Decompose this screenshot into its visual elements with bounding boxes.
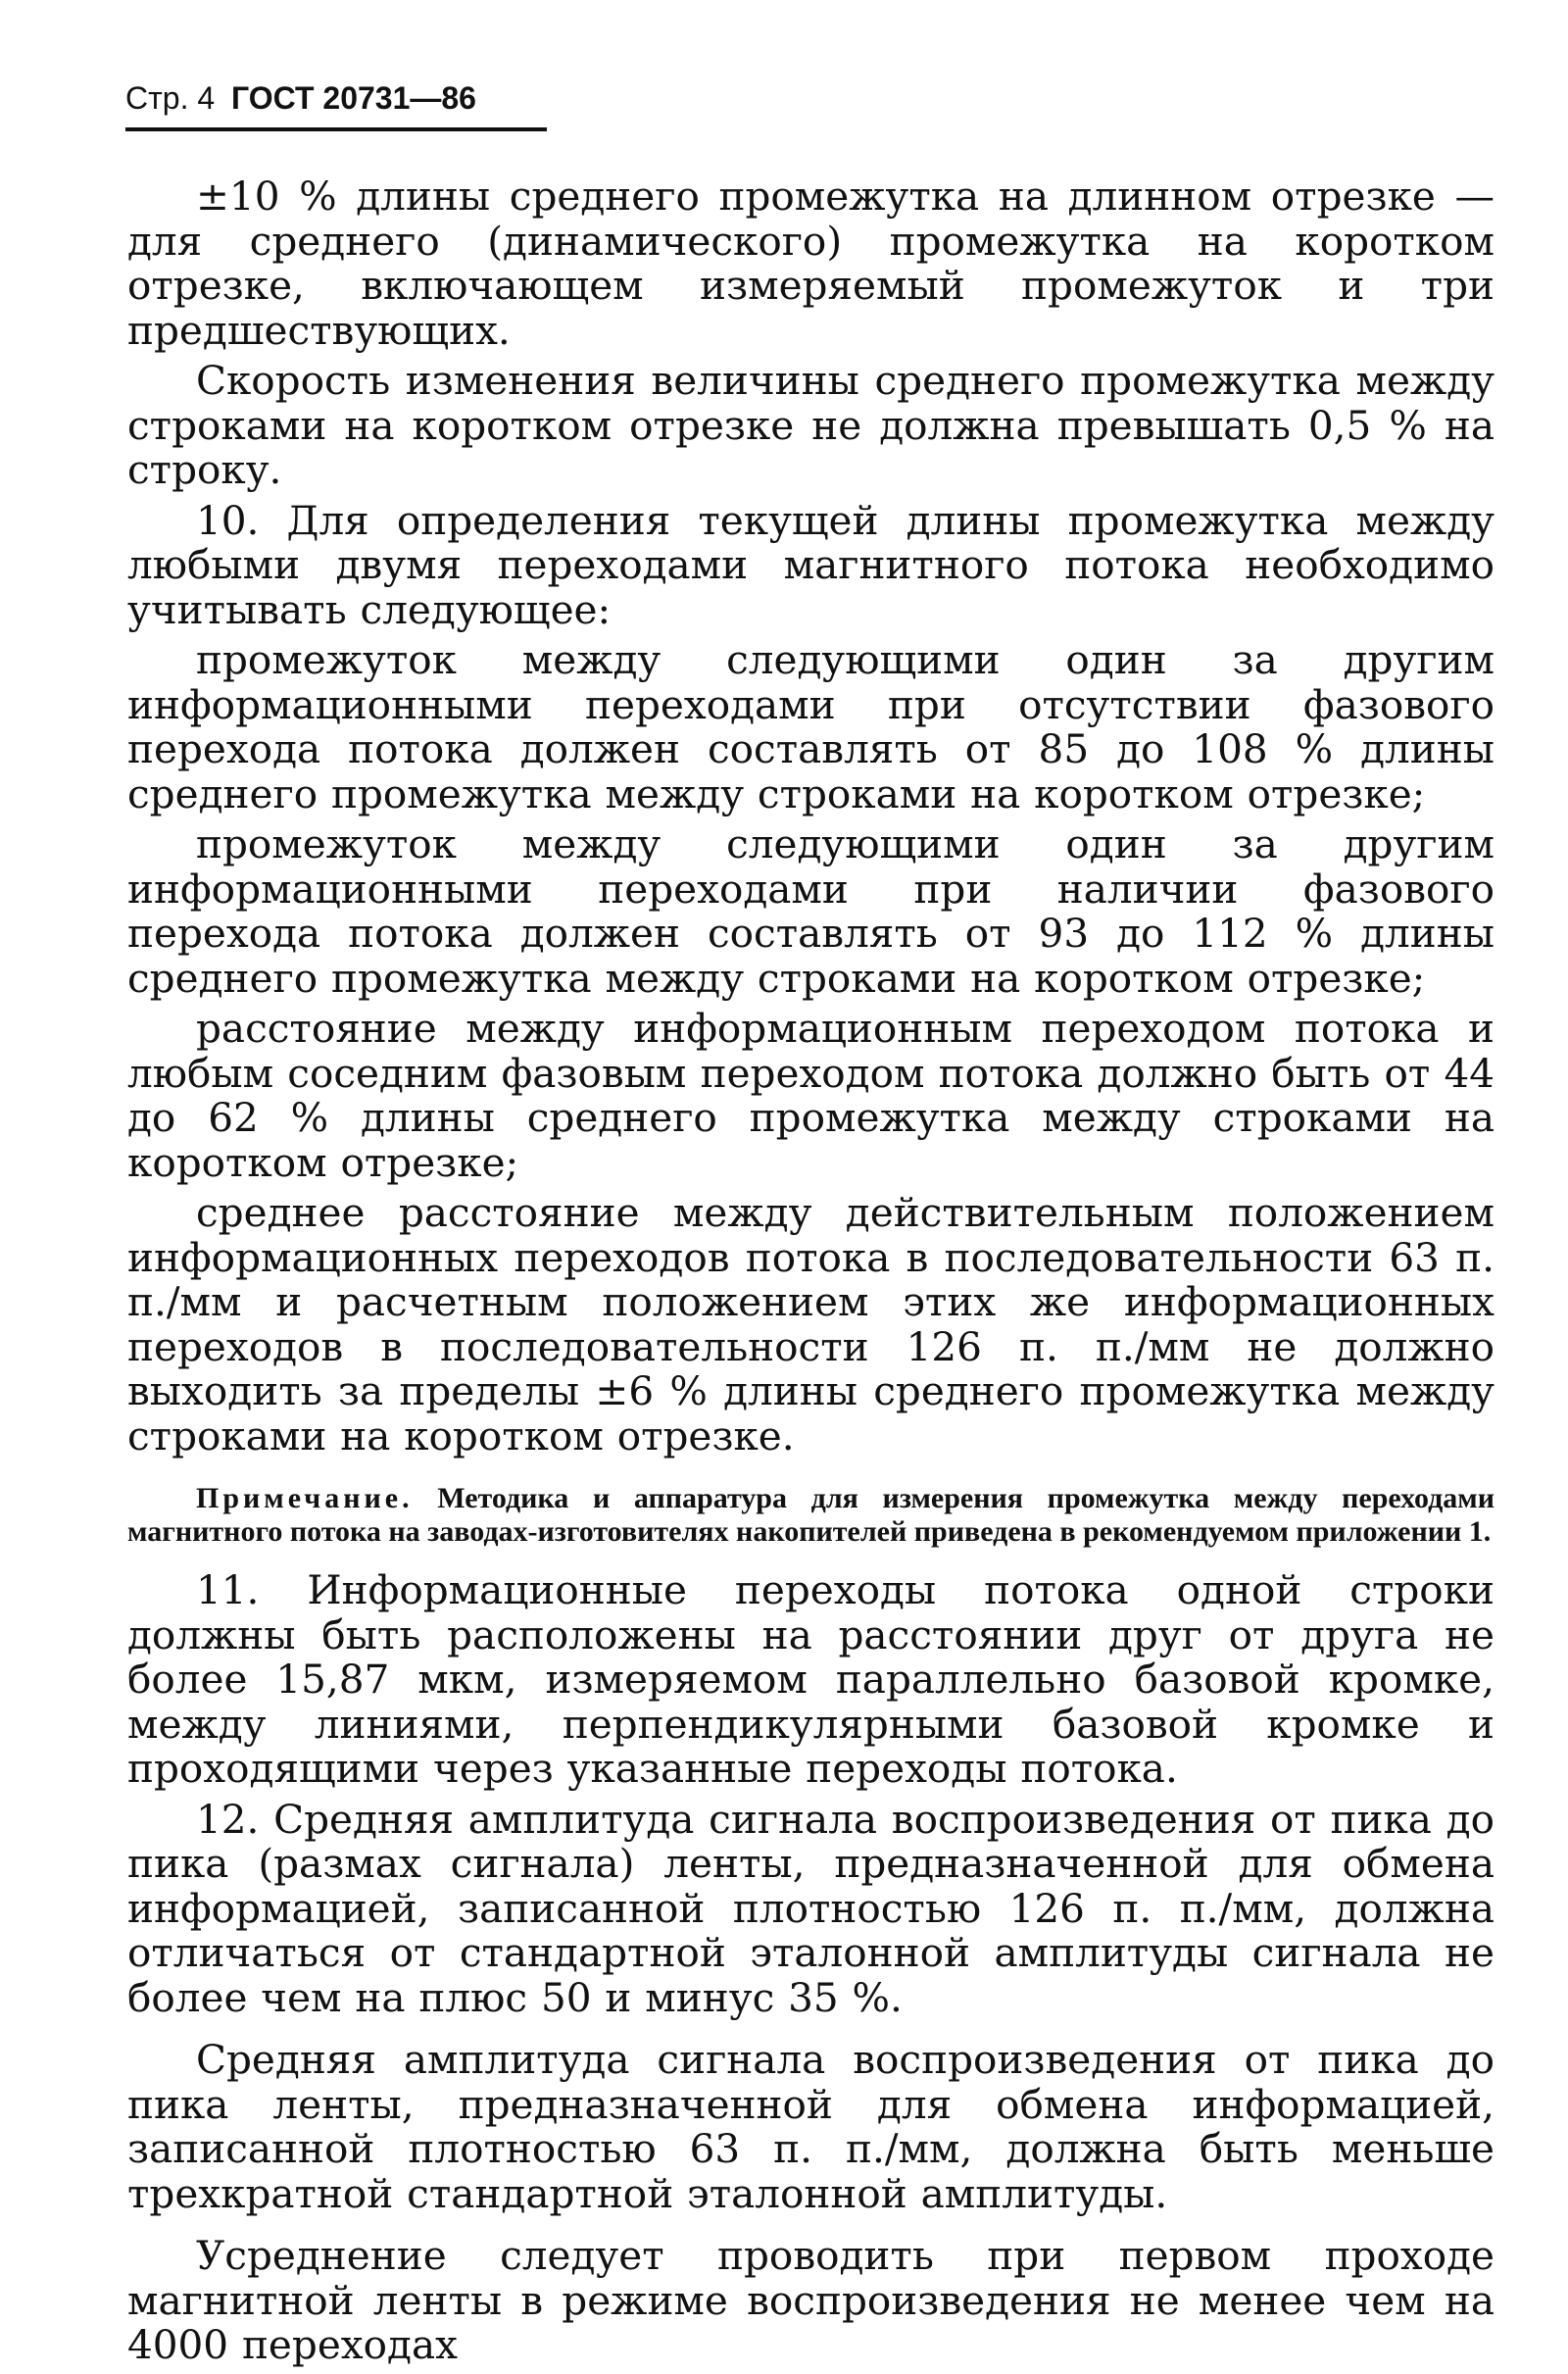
standard-number: ГОСТ 20731—86 (231, 80, 476, 116)
paragraph: промежуток между следующими один за другим информационными переходами при наличии фазового перехода потока должен составлять от 93 до 112 % длины среднего промежутка между строками на коротком отрезке; (127, 820, 1494, 1002)
paragraph-item-11: 11. Информационные переходы потока одной строки должны быть расположены на расстоянии друг от друга не более 15,87 мкм, измеряемом параллельно базовой кромке, между линиями, перпендикулярными базовой кромке и проходящими через указанные переходы потока. (127, 1566, 1494, 1792)
paragraph: Усреднение следует проводить при первом проходе магнитной ленты в режиме воспроизведения не менее чем на 4000 переходах (127, 2232, 1494, 2368)
paragraph: промежуток между следующими один за другим информационными переходами при отсутствии фазового перехода потока должен составлять от 85 до 108 % длины среднего промежутка между строками на коротком отрезке; (127, 636, 1494, 817)
paragraph-item-10: 10. Для определения текущей длины промежутка между любыми двумя переходами магнитного потока необходимо учитывать следующее: (127, 496, 1494, 633)
paragraph: Средняя амплитуда сигнала воспроизведения от пика до пика ленты, предназначенной для обмена информацией, записанной плотностью 63 п. п./мм, должна быть меньше трехкратной стандартной эталонной амплитуды. (127, 2036, 1494, 2217)
page-header (125, 69, 547, 127)
document-body (127, 174, 1494, 2374)
note (127, 1482, 1494, 1549)
paragraph: Скорость изменения величины среднего промежутка между строками на коротком отрезке не должна превышать 0,5 % на строку. (127, 357, 1494, 493)
paragraph: ±10 % длины среднего промежутка на длинном отрезке — для среднего (динамического) промежутка на коротком отрезке, включающем измеряемый промежуток и три предшествующих. (127, 173, 1494, 354)
page-number: Стр. 4 (125, 80, 216, 116)
note-title: Примечание. (196, 1482, 414, 1514)
paragraph-item-12: 12. Средняя амплитуда сигнала воспроизведения от пика до пика (размах сигнала) ленты, предназначенной для обмена информацией, записанной плотностью 126 п. п./мм, должна отличаться от стандартной эталонной амплитуды сигнала не более чем на плюс 50 и минус 35 %. (127, 1795, 1494, 2021)
paragraph: расстояние между информационным переходом потока и любым соседним фазовым переходом потока должно быть от 44 до 62 % длины среднего промежутка между строками на коротком отрезке; (127, 1005, 1494, 1186)
note-text: Методика и аппаратура для измерения промежутка между переходами магнитного потока на заводах-изготовителях накопителей приведена в рекомендуемом приложении 1. (127, 1482, 1494, 1548)
paragraph: среднее расстояние между действительным положением информационных переходов потока в последовательности 63 п. п./мм и расчетным положением этих же информационных переходов в последовательности 126 п. п./мм не должно выходить за пределы ±6 % длины среднего промежутка между строками на коротком отрезке. (127, 1189, 1494, 1459)
header-rule (125, 127, 547, 131)
